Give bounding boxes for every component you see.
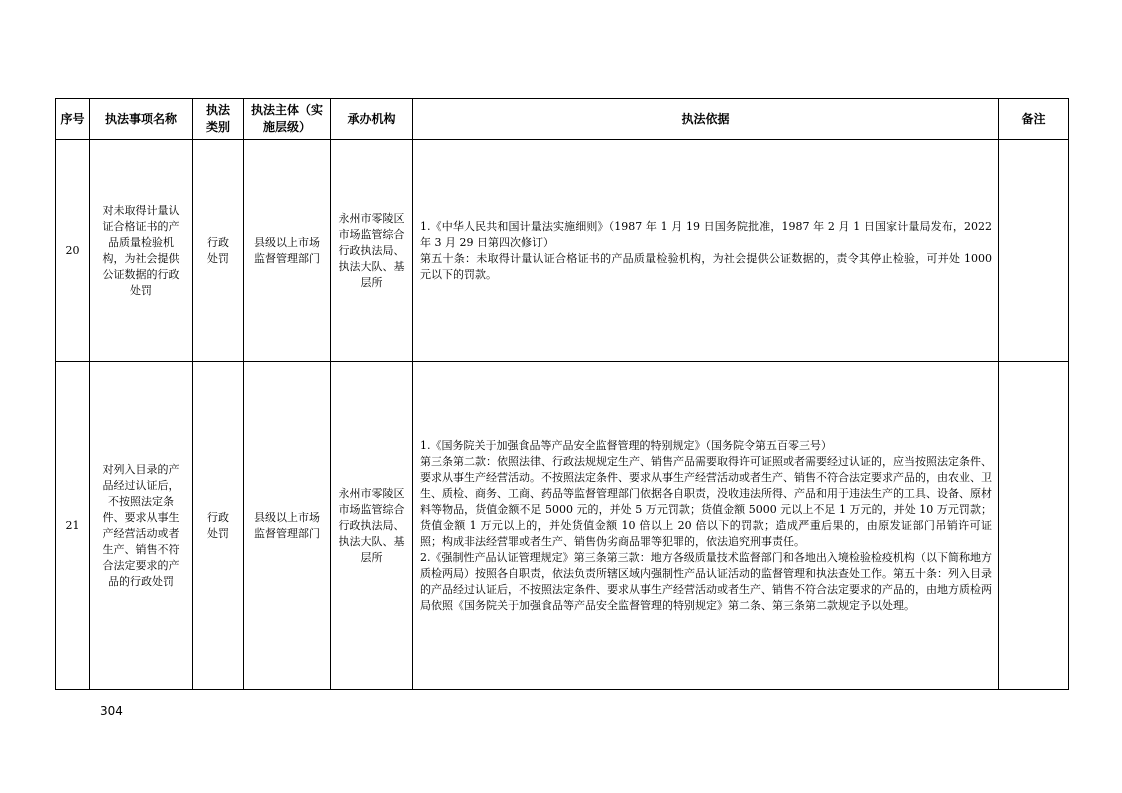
basis-text xyxy=(413,438,998,614)
header-subject-label: 执法主体（实施层级） xyxy=(250,103,323,134)
item-name-text: 对列入目录的产品经过认证后，不按照法定条件、要求从事生产经营活动或者生产、销售不符合法定要求的产品的行政处罚 xyxy=(102,462,180,588)
basis-text xyxy=(413,219,998,283)
table-body xyxy=(56,140,1069,690)
table-row xyxy=(56,140,1069,362)
cell-remarks xyxy=(999,140,1069,362)
cell-basis xyxy=(413,140,999,362)
enforcement-table xyxy=(55,98,1069,690)
subject-text: 县级以上市场监督管理部门 xyxy=(254,510,320,540)
agency-text: 永州市零陵区市场监管综合行政执法局、执法大队、基层所 xyxy=(338,211,405,289)
header-remarks-label: 备注 xyxy=(1021,111,1046,126)
cell-remarks xyxy=(999,362,1069,690)
page-number: 304 xyxy=(100,704,123,718)
cell-agency xyxy=(331,140,413,362)
subject-text: 县级以上市场监督管理部门 xyxy=(254,235,320,265)
cell-item-name xyxy=(90,362,193,690)
header-agency-label: 承办机构 xyxy=(347,111,396,126)
header-row xyxy=(56,99,1069,140)
cell-basis xyxy=(413,362,999,690)
cell-subject xyxy=(244,140,331,362)
header-item-name xyxy=(90,99,193,140)
cell-item-name xyxy=(90,140,193,362)
header-subject xyxy=(244,99,331,140)
header-category xyxy=(193,99,244,140)
basis-paragraph: 第三条第二款：依照法律、行政法规规定生产、销售产品需要取得许可证照或者需要经过认证的，应当按照法定条件、要求从事生产经营活动。不按照法定条件、要求从事生产经营活动或者生产、销售不符合法定要求产品的，由农业、卫生、质检、商务、工商、药品等监督管理部门依据各自职责，没收违法所得、产品和用于违法生产的工具、设备、原材料等物品，货值金额不足 5000 元的，并处 5 万元罚款；货值金额 5000 元以上不足 1 万元的，并处 10 万元罚款；货值金额 1 万元以上的，并处货值金额 10 倍以上 20 倍以下的罚款；造成严重后果的，由原发证部门吊销许可证照；构成非法经营罪或者生产、销售伪劣商品罪等犯罪的，依法追究刑事责任。 xyxy=(420,454,992,548)
cell-subject xyxy=(244,362,331,690)
header-basis xyxy=(413,99,999,140)
cell-index xyxy=(56,362,90,690)
cell-agency xyxy=(331,362,413,690)
header-index-label: 序号 xyxy=(60,111,85,126)
category-text: 行政处罚 xyxy=(207,235,229,265)
header-category-label: 执法类别 xyxy=(205,103,230,134)
header-agency xyxy=(331,99,413,140)
basis-paragraph: 第五十条：未取得计量认证合格证书的产品质量检验机构，为社会提供公证数据的，责令其停止检验，可并处 1000 元以下的罚款。 xyxy=(420,251,992,281)
category-text: 行政处罚 xyxy=(207,510,229,540)
agency-text: 永州市零陵区市场监管综合行政执法局、执法大队、基层所 xyxy=(338,486,405,564)
table-header xyxy=(56,99,1069,140)
row-index-text: 20 xyxy=(65,243,80,257)
header-basis-label: 执法依据 xyxy=(681,111,730,126)
header-remarks xyxy=(999,99,1069,140)
item-name-text: 对未取得计量认证合格证书的产品质量检验机构，为社会提供公证数据的行政处罚 xyxy=(102,203,180,297)
cell-category xyxy=(193,362,244,690)
basis-paragraph: 2.《强制性产品认证管理规定》第三条第三款：地方各级质量技术监督部门和各地出入境检验检疫机构（以下简称地方质检两局）按照各自职责，依法负责所辖区域内强制性产品认证活动的监督管理和执法查处工作。第五十条：列入目录的产品经过认证后，不按照法定条件、要求从事生产经营活动或者生产、销售不符合法定要求的产品的，由地方质检两局依照《国务院关于加强食品等产品安全监督管理的特别规定》第二条、第三条第二款规定予以处理。 xyxy=(420,550,992,612)
row-index-text: 21 xyxy=(65,518,80,532)
header-index xyxy=(56,99,90,140)
table-row xyxy=(56,362,1069,690)
header-item-name-label: 执法事项名称 xyxy=(104,111,177,126)
cell-index xyxy=(56,140,90,362)
basis-paragraph: 1.《国务院关于加强食品等产品安全监督管理的特别规定》（国务院令第五百零三号） xyxy=(420,438,832,452)
cell-category xyxy=(193,140,244,362)
basis-paragraph: 1.《中华人民共和国计量法实施细则》（1987 年 1 月 19 日国务院批准，1987 年 2 月 1 日国家计量局发布，2022 年 3 月 29 日第四次修订） xyxy=(420,219,992,249)
